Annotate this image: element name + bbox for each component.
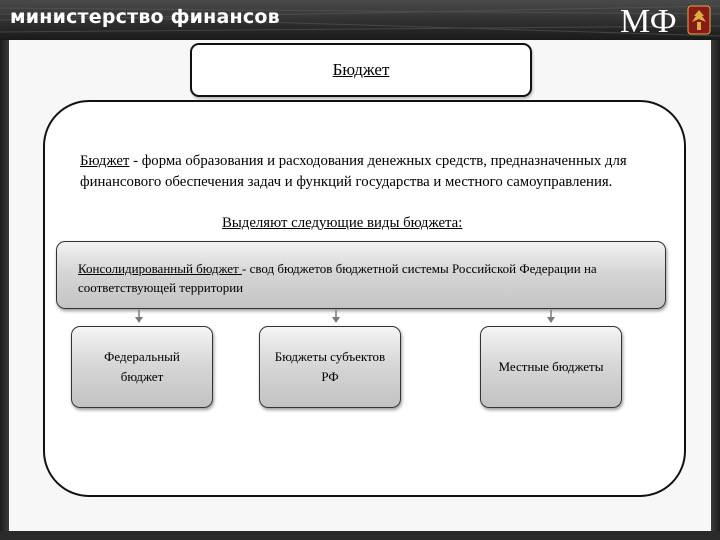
budget-definition <box>80 151 640 193</box>
logo-letters: МФ <box>620 3 677 38</box>
consolidated-budget-text <box>78 259 658 297</box>
consolidated-term: Консолидированный бюджет <box>78 261 242 276</box>
ministry-header-bar <box>0 0 720 40</box>
regional-budgets-box <box>259 326 401 408</box>
definition-body: - форма образования и расходования денежных средств, предназначенных для финансового обеспечения задач и функций государства и местного самоуправления. <box>80 153 627 190</box>
budget-title: Бюджет <box>332 60 390 79</box>
arrow-down-icon <box>134 310 144 324</box>
eagle-emblem-icon <box>688 6 710 34</box>
regional-budgets-label: Бюджеты субъектов РФ <box>274 349 386 384</box>
right-frame-edge <box>711 40 720 540</box>
left-frame-edge <box>0 40 9 540</box>
ministry-title: министерство финансов <box>10 6 280 28</box>
definition-term: Бюджет <box>80 153 130 169</box>
bottom-frame-edge <box>0 531 720 540</box>
arrow-down-icon <box>331 310 341 324</box>
arrow-down-icon <box>546 310 556 324</box>
ministry-logo <box>618 2 716 38</box>
consolidated-budget-box <box>56 241 666 309</box>
federal-budget-box <box>71 326 213 408</box>
budget-title-box <box>190 43 532 97</box>
consolidated-body: - свод бюджетов бюджетной системы Российской Федерации на соответствующей территории <box>78 261 597 295</box>
local-budgets-label: Местные бюджеты <box>498 359 604 374</box>
budget-types-heading: Выделяют следующие виды бюджета: <box>222 215 463 231</box>
local-budgets-box <box>480 326 622 408</box>
federal-budget-label: Федеральный бюджет <box>104 349 180 384</box>
